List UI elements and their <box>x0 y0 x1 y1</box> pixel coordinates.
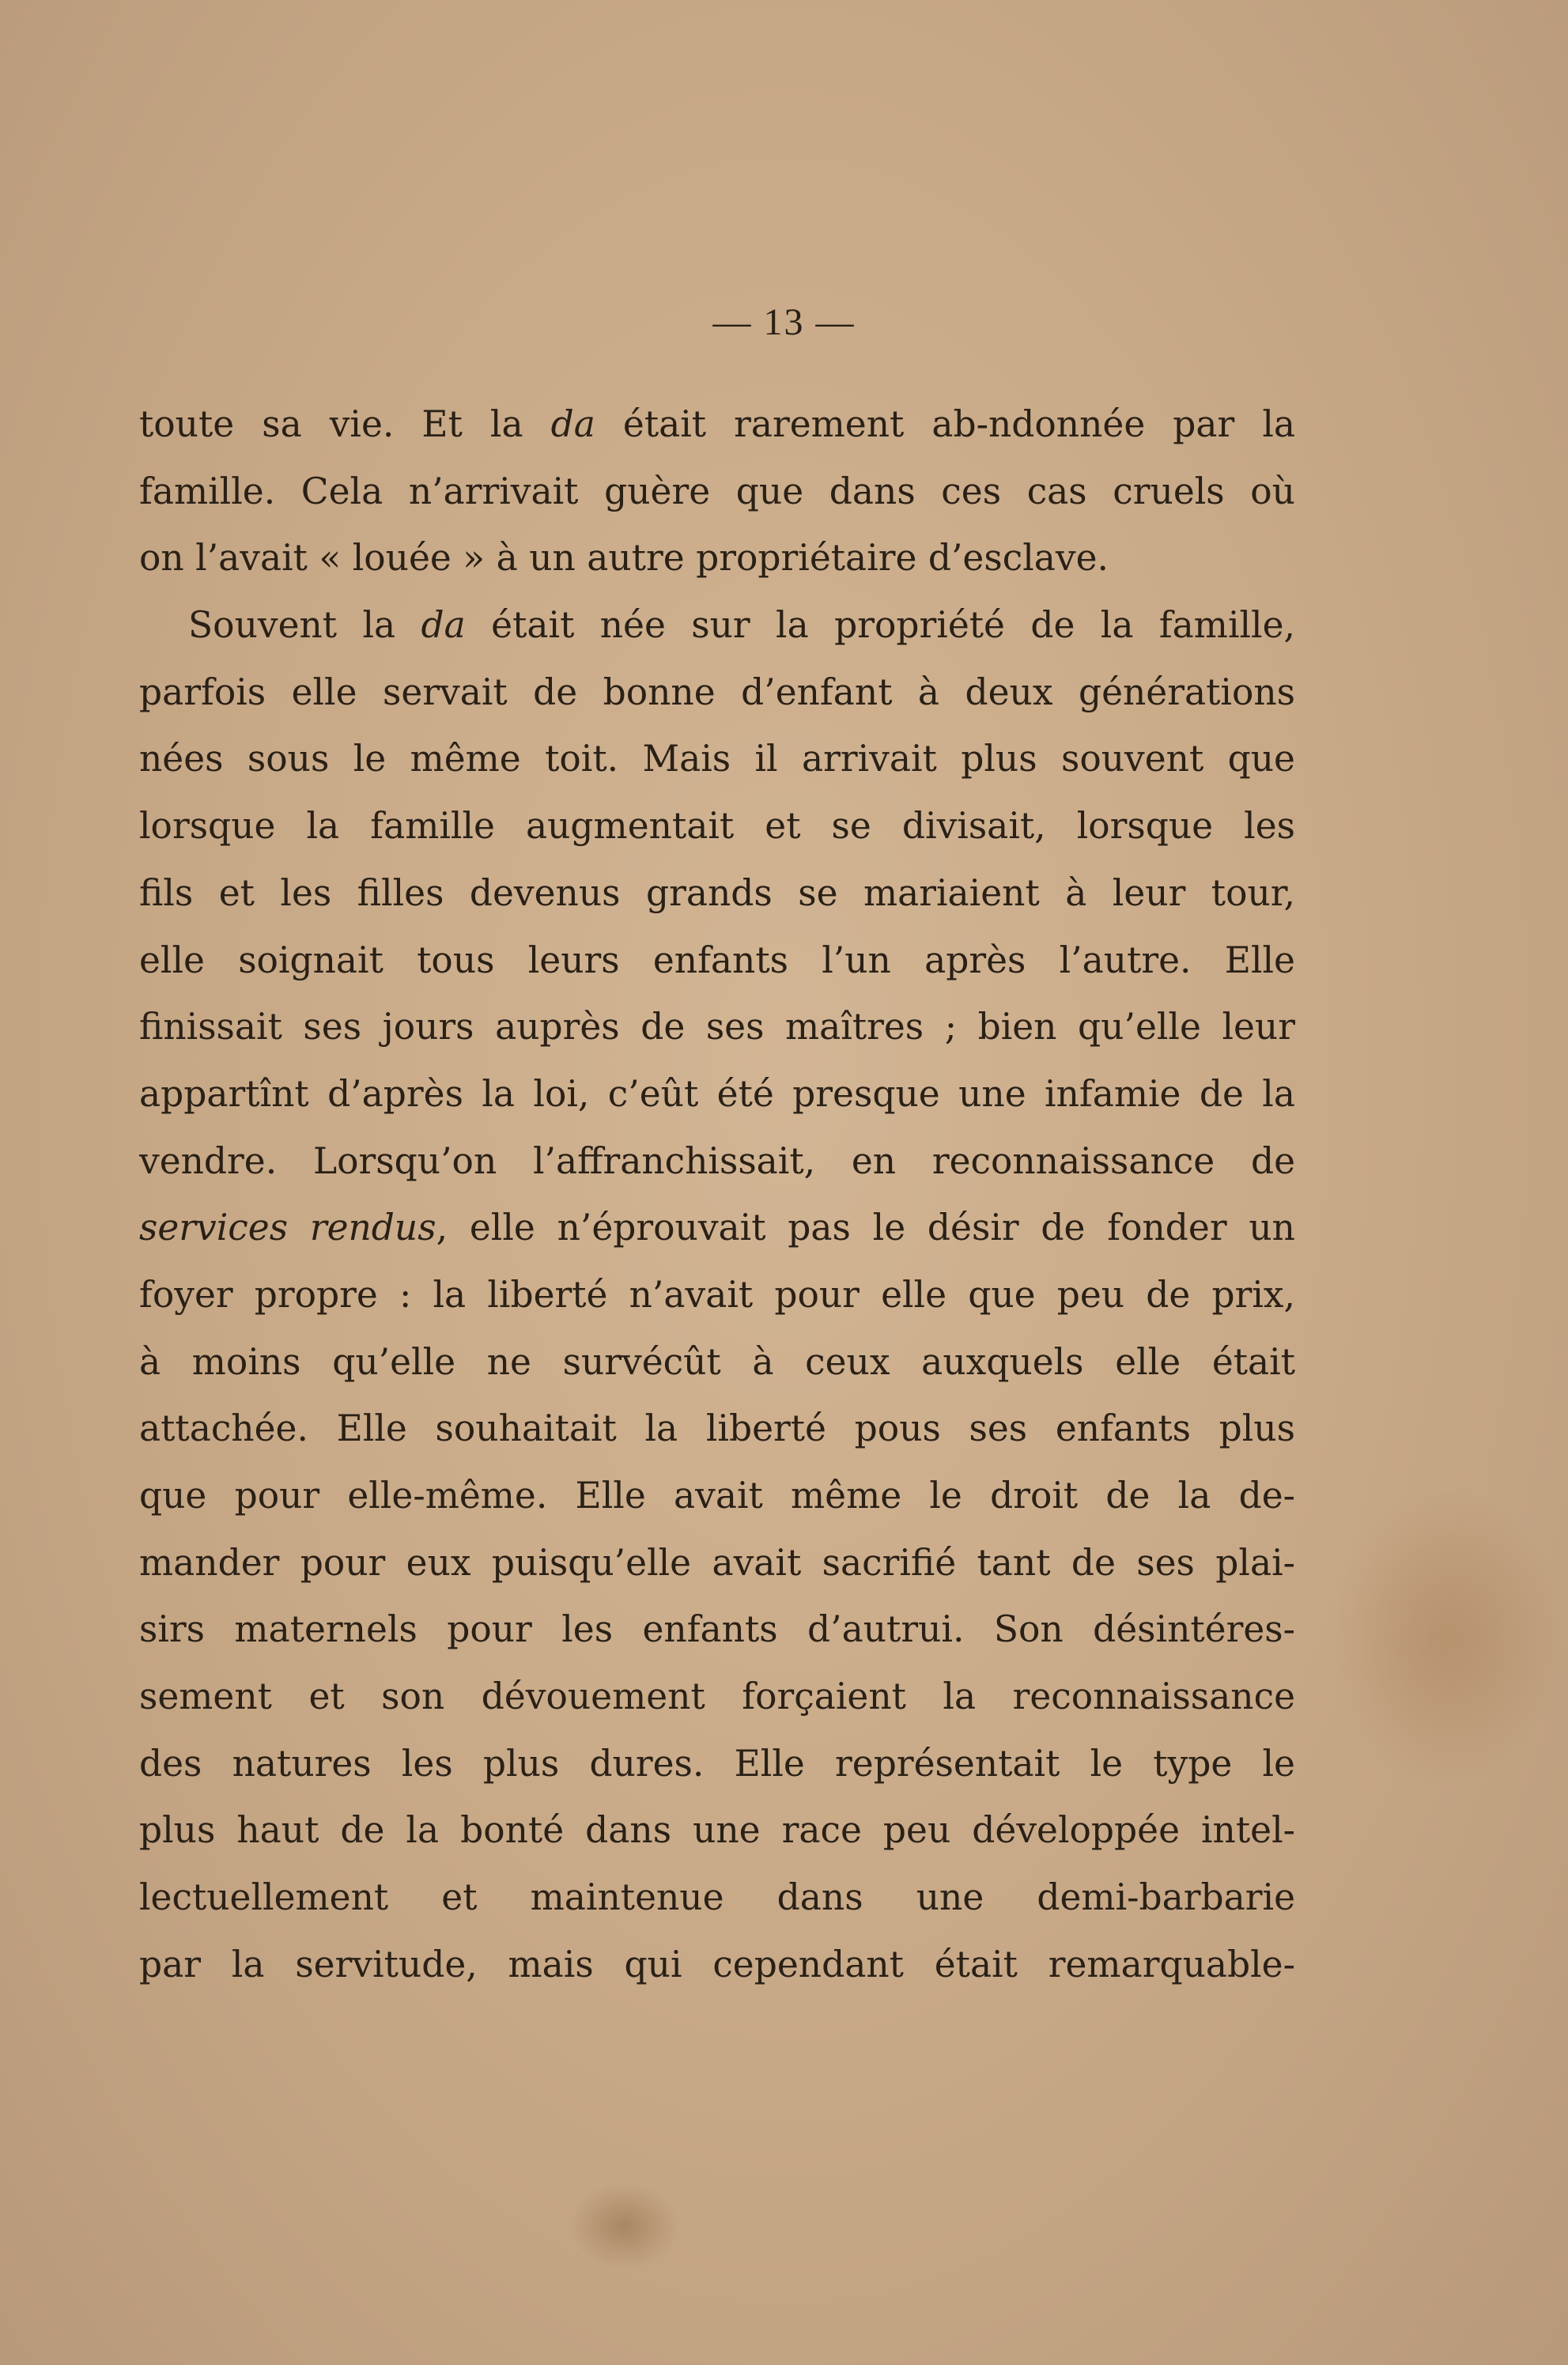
text-line: elle soignait tous leurs enfants l’un après l’autre. Elle <box>139 939 1295 981</box>
paper-stain <box>1328 1487 1566 1787</box>
text-line: nées sous le même toit. Mais il arrivait plus souvent que <box>139 738 1295 780</box>
text-line: vendre. Lorsqu’on l’affranchissait, en reconnaissance de <box>139 1139 1295 1182</box>
text-line: famille. Cela n’arrivait guère que dans ces cas cruels où <box>139 470 1295 512</box>
text-line: foyer propre : la liberté n’avait pour elle que peu de prix, <box>139 1273 1295 1316</box>
text-line: à moins qu’elle ne survécût à ceux auxquels elle était <box>139 1340 1295 1383</box>
text-line: attachée. Elle souhaitait la liberté pous ses enfants plus <box>139 1407 1295 1450</box>
text-line: sirs maternels pour les enfants d’autrui. Son désintéres- <box>139 1608 1295 1651</box>
text-line: par la servitude, mais qui cependant était remarquable- <box>139 1943 1295 1985</box>
text-line: plus haut de la bonté dans une race peu développée intel- <box>139 1809 1295 1852</box>
page-number: — 13 — <box>712 301 856 343</box>
text-line: toute sa vie. Et la da était rarement ab-ndonnée par la <box>139 403 1295 445</box>
text-line: que pour elle-même. Elle avait même le droit de la de- <box>139 1475 1295 1517</box>
text-line: fils et les filles devenus grands se mariaient à leur tour, <box>139 871 1295 914</box>
text-line: des natures les plus dures. Elle représentait le type le <box>139 1742 1295 1785</box>
body-text <box>139 391 1295 1999</box>
text-line: on l’avait « louée » à un autre propriétaire d’esclave. <box>139 537 1109 580</box>
paper-stain <box>569 2182 680 2269</box>
text-line: sement et son dévouement forçaient la reconnaissance <box>139 1676 1295 1718</box>
text-line: finissait ses jours auprès de ses maîtres ; bien qu’elle leur <box>139 1006 1295 1048</box>
text-line: services rendus, elle n’éprouvait pas le désir de fonder un <box>139 1207 1295 1249</box>
text-line: mander pour eux puisqu’elle avait sacrifié tant de ses plai- <box>139 1541 1295 1584</box>
text-line: lorsque la famille augmentait et se divisait, lorsque les <box>139 805 1295 848</box>
text-line: lectuellement et maintenue dans une demi-barbarie <box>139 1876 1295 1919</box>
text-line: parfois elle servait de bonne d’enfant à deux générations <box>139 671 1295 713</box>
text-line: Souvent la da était née sur la propriété de la famille, <box>188 604 1295 647</box>
text-line: appartînt d’après la loi, c’eût été presque une infamie de la <box>139 1072 1295 1115</box>
